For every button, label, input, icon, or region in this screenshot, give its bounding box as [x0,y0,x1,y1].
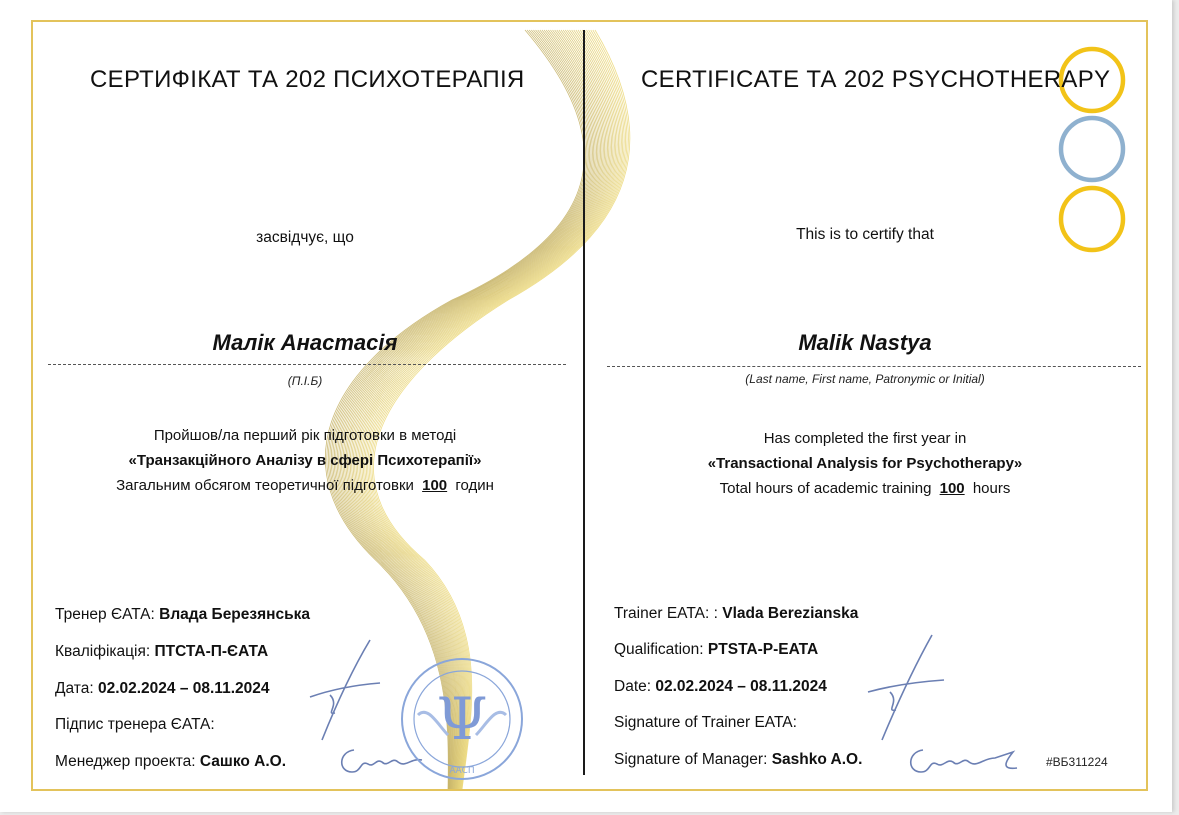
name-underline [48,364,566,365]
trainer-row-en: Trainer EATA: : Vlada Berezianska [614,605,859,622]
hours-line-en: Total hours of academic training 100 hours [719,480,1011,497]
completion-text-en [605,426,1125,501]
manager-signature-right [905,742,1025,782]
manager-row-en: Signature of Manager: Sashko A.O. [614,751,863,768]
hours-value: 100 [422,477,448,494]
qualification-row-en: Qualification: PTSTA-P-EATA [614,641,819,658]
qualification-row: Кваліфікація: ПТСТА-П-ЄАТА [55,643,269,660]
trainer-row: Тренер ЄАТА: Влада Березянська [55,606,311,623]
title-english: CERTIFICATE ТА 202 PSYCHOTHERAPY [641,66,1111,93]
manager-row: Менеджер проекта: Сашко А.О. [55,753,287,770]
program-name-en: «Transactional Analysis for Psychotherapy» [707,455,1023,472]
title-ukrainian: СЕРТИФІКАТ ТА 202 ПСИХОТЕРАПІЯ [90,66,525,93]
hours-value-en: 100 [939,480,965,497]
program-name: «Транзакційного Аналізу в сфері Психотерапії» [128,452,482,469]
recipient-name-en: Malik Nastya [798,330,932,355]
gold-frame [31,20,1148,791]
svg-text:ААСП: ААСП [449,766,475,776]
certificate-code: #ВБ311224 [1046,755,1108,769]
date-row-en: Date: 02.02.2024 – 08.11.2024 [614,678,827,695]
certifies-text: засвідчує, що [256,229,354,246]
completion-text [45,423,565,498]
trainer-signature-right [860,630,950,745]
psi-stamp-icon [398,655,526,783]
hours-line: Загальним обсягом теоретичної підготовки 100 годин [116,477,494,494]
certifies-text-en: This is to certify that [796,226,934,243]
recipient-name: Малік Анастасія [212,330,398,355]
svg-text:Ψ: Ψ [436,685,488,753]
trainer-signature-label-en: Signature of Trainer EATA: [614,714,797,731]
date-row: Дата: 02.02.2024 – 08.11.2024 [55,680,270,697]
completion-line-1-en: Has completed the first year in [763,430,967,447]
name-hint: (П.І.Б) [287,374,323,388]
name-hint-en: (Last name, First name, Patronymic or Initial) [745,372,985,386]
trainer-signature-left [300,635,390,745]
center-divider [583,30,585,775]
trainer-signature-label: Підпис тренера ЄАТА: [55,716,215,733]
name-underline-en [607,366,1141,367]
completion-line-1: Пройшов/ла перший рік підготовки в методі [153,427,457,444]
